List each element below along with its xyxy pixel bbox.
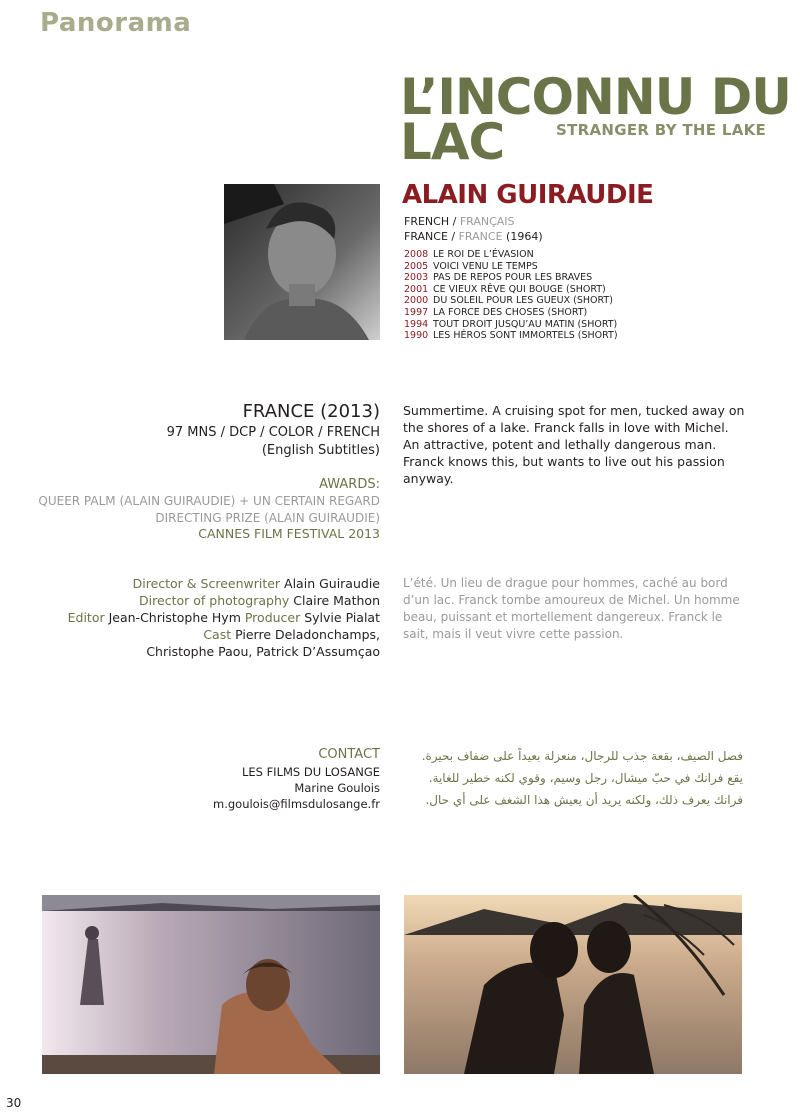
credit-label: Producer (244, 610, 301, 625)
credit-cast (68, 626, 380, 643)
filmography-list (404, 249, 618, 342)
country-fr: FRANCE (458, 230, 503, 243)
film-still-lake-bathers (42, 895, 380, 1074)
film-title-line2: LAC (400, 113, 505, 171)
contact-email[interactable]: m.goulois@filmsdulosange.fr (213, 797, 380, 811)
credit-value: Jean-Christophe Hym (104, 610, 245, 625)
filmography-item (404, 307, 618, 319)
filmography-item (404, 249, 618, 261)
awards-line: QUEER PALM (ALAIN GUIRAUDIE) + UN CERTAIN REGARD (38, 494, 380, 508)
tech-line: 97 MNS / DCP / COLOR / FRENCH (166, 425, 380, 440)
filmography-title: LES HÉROS SONT IMMORTELS (SHORT) (433, 330, 618, 342)
awards-line: DIRECTING PRIZE (ALAIN GUIRAUDIE) (155, 510, 380, 525)
birth-year: (1964) (502, 230, 543, 243)
credit-label: Cast (203, 627, 232, 642)
director-name: ALAIN GUIRAUDIE (402, 180, 654, 210)
synopsis-french: L’été. Un lieu de drague pour hommes, caché au bord d’un lac. Franck tombe amoureux de Michel. Un homme beau, puissant et mortellement dangereux. Franck le sait, mais il veut vivre cette passion. (403, 576, 740, 641)
english-title: STRANGER BY THE LAKE (556, 121, 767, 139)
production-country-year: FRANCE (2013) (242, 401, 380, 422)
filmography-item (404, 319, 618, 331)
filmography-year: 2000 (404, 295, 429, 307)
credit-label: Director of photography (139, 593, 290, 608)
filmography-title: VOICI VENU LE TEMPS (433, 260, 538, 272)
film-title-line1: L’INCONNU DU (400, 68, 791, 126)
credit-director (68, 575, 380, 592)
synopsis-english: Summertime. A cruising spot for men, tucked away on the shores of a lake. Franck falls in love with Michel. An attractive, potent and lethally dangerous man. Franck knows this, but wants to live out his passion anyway. (403, 403, 745, 486)
contact-heading: CONTACT (318, 747, 380, 762)
filmography-year: 2008 (404, 249, 429, 260)
director-nationality (404, 215, 515, 228)
filmography-item (404, 261, 618, 273)
awards-text (38, 493, 380, 526)
synopsis-arabic-line: يقع فرانك في حبّ ميشال، رجل وسيم، وقوي لكنه خطير للغاية. (428, 771, 743, 785)
filmography-item (404, 272, 618, 284)
credit-cast-continued: Christophe Paou, Patrick D’Assumçao (146, 644, 380, 659)
page-number: 30 (6, 1096, 22, 1110)
filmography-year: 1994 (404, 318, 429, 330)
awards-festival: CANNES FILM FESTIVAL 2013 (198, 526, 380, 541)
director-photo (224, 184, 380, 340)
credit-value: Alain Guiraudie (280, 576, 380, 591)
filmography-title: CE VIEUX RÊVE QUI BOUGE (SHORT) (433, 283, 606, 295)
contact-company: LES FILMS DU LOSANGE (241, 765, 380, 779)
filmography-title: TOUT DROIT JUSQU’AU MATIN (SHORT) (433, 318, 618, 330)
synopsis-arabic-line: فرانك يعرف ذلك، ولكنه يريد أن يعيش هذا الشغف على أي حال. (425, 793, 743, 807)
filmography-year: 2001 (404, 283, 429, 295)
filmography-year: 1997 (404, 306, 429, 318)
credit-value: Sylvie Pialat (300, 610, 380, 625)
filmography-item (404, 330, 618, 342)
awards-heading: AWARDS: (319, 477, 380, 492)
contact-person: Marine Goulois (294, 781, 380, 795)
nationality-en: FRENCH / (404, 215, 460, 228)
filmography-title: PAS DE REPOS POUR LES BRAVES (433, 272, 593, 284)
credit-editor-producer (68, 609, 380, 626)
filmography-title: LA FORCE DES CHOSES (SHORT) (433, 306, 588, 318)
filmography-year: 2005 (404, 260, 429, 272)
director-country (404, 230, 543, 243)
subtitles-line: (English Subtitles) (261, 443, 380, 458)
credit-label: Editor (67, 610, 105, 625)
credit-dop (68, 592, 380, 609)
filmography-title: DU SOLEIL POUR LES GUEUX (SHORT) (433, 295, 613, 307)
section-label: Panorama (40, 8, 192, 38)
filmography-title: LE ROI DE L’ÉVASION (433, 249, 534, 260)
credits-block (68, 575, 380, 660)
synopsis-arabic-line: فصل الصيف، بقعة جذب للرجال، منعزلة بعيداً على ضفاف بحيرة. (421, 749, 743, 763)
synopsis-arabic (403, 745, 743, 811)
filmography-year: 1990 (404, 330, 429, 342)
nationality-fr: FRANÇAIS (459, 215, 515, 228)
filmography-item (404, 295, 618, 307)
tech-specs (167, 424, 380, 460)
credit-label: Director & Screenwriter (132, 576, 281, 591)
contact-block (213, 764, 380, 812)
country-en: FRANCE / (404, 230, 459, 243)
film-still-couple-silhouette (404, 895, 742, 1074)
filmography-year: 2003 (404, 272, 429, 284)
credit-value: Claire Mathon (289, 593, 380, 608)
credit-value: Pierre Deladonchamps, (231, 627, 380, 642)
filmography-item (404, 284, 618, 296)
